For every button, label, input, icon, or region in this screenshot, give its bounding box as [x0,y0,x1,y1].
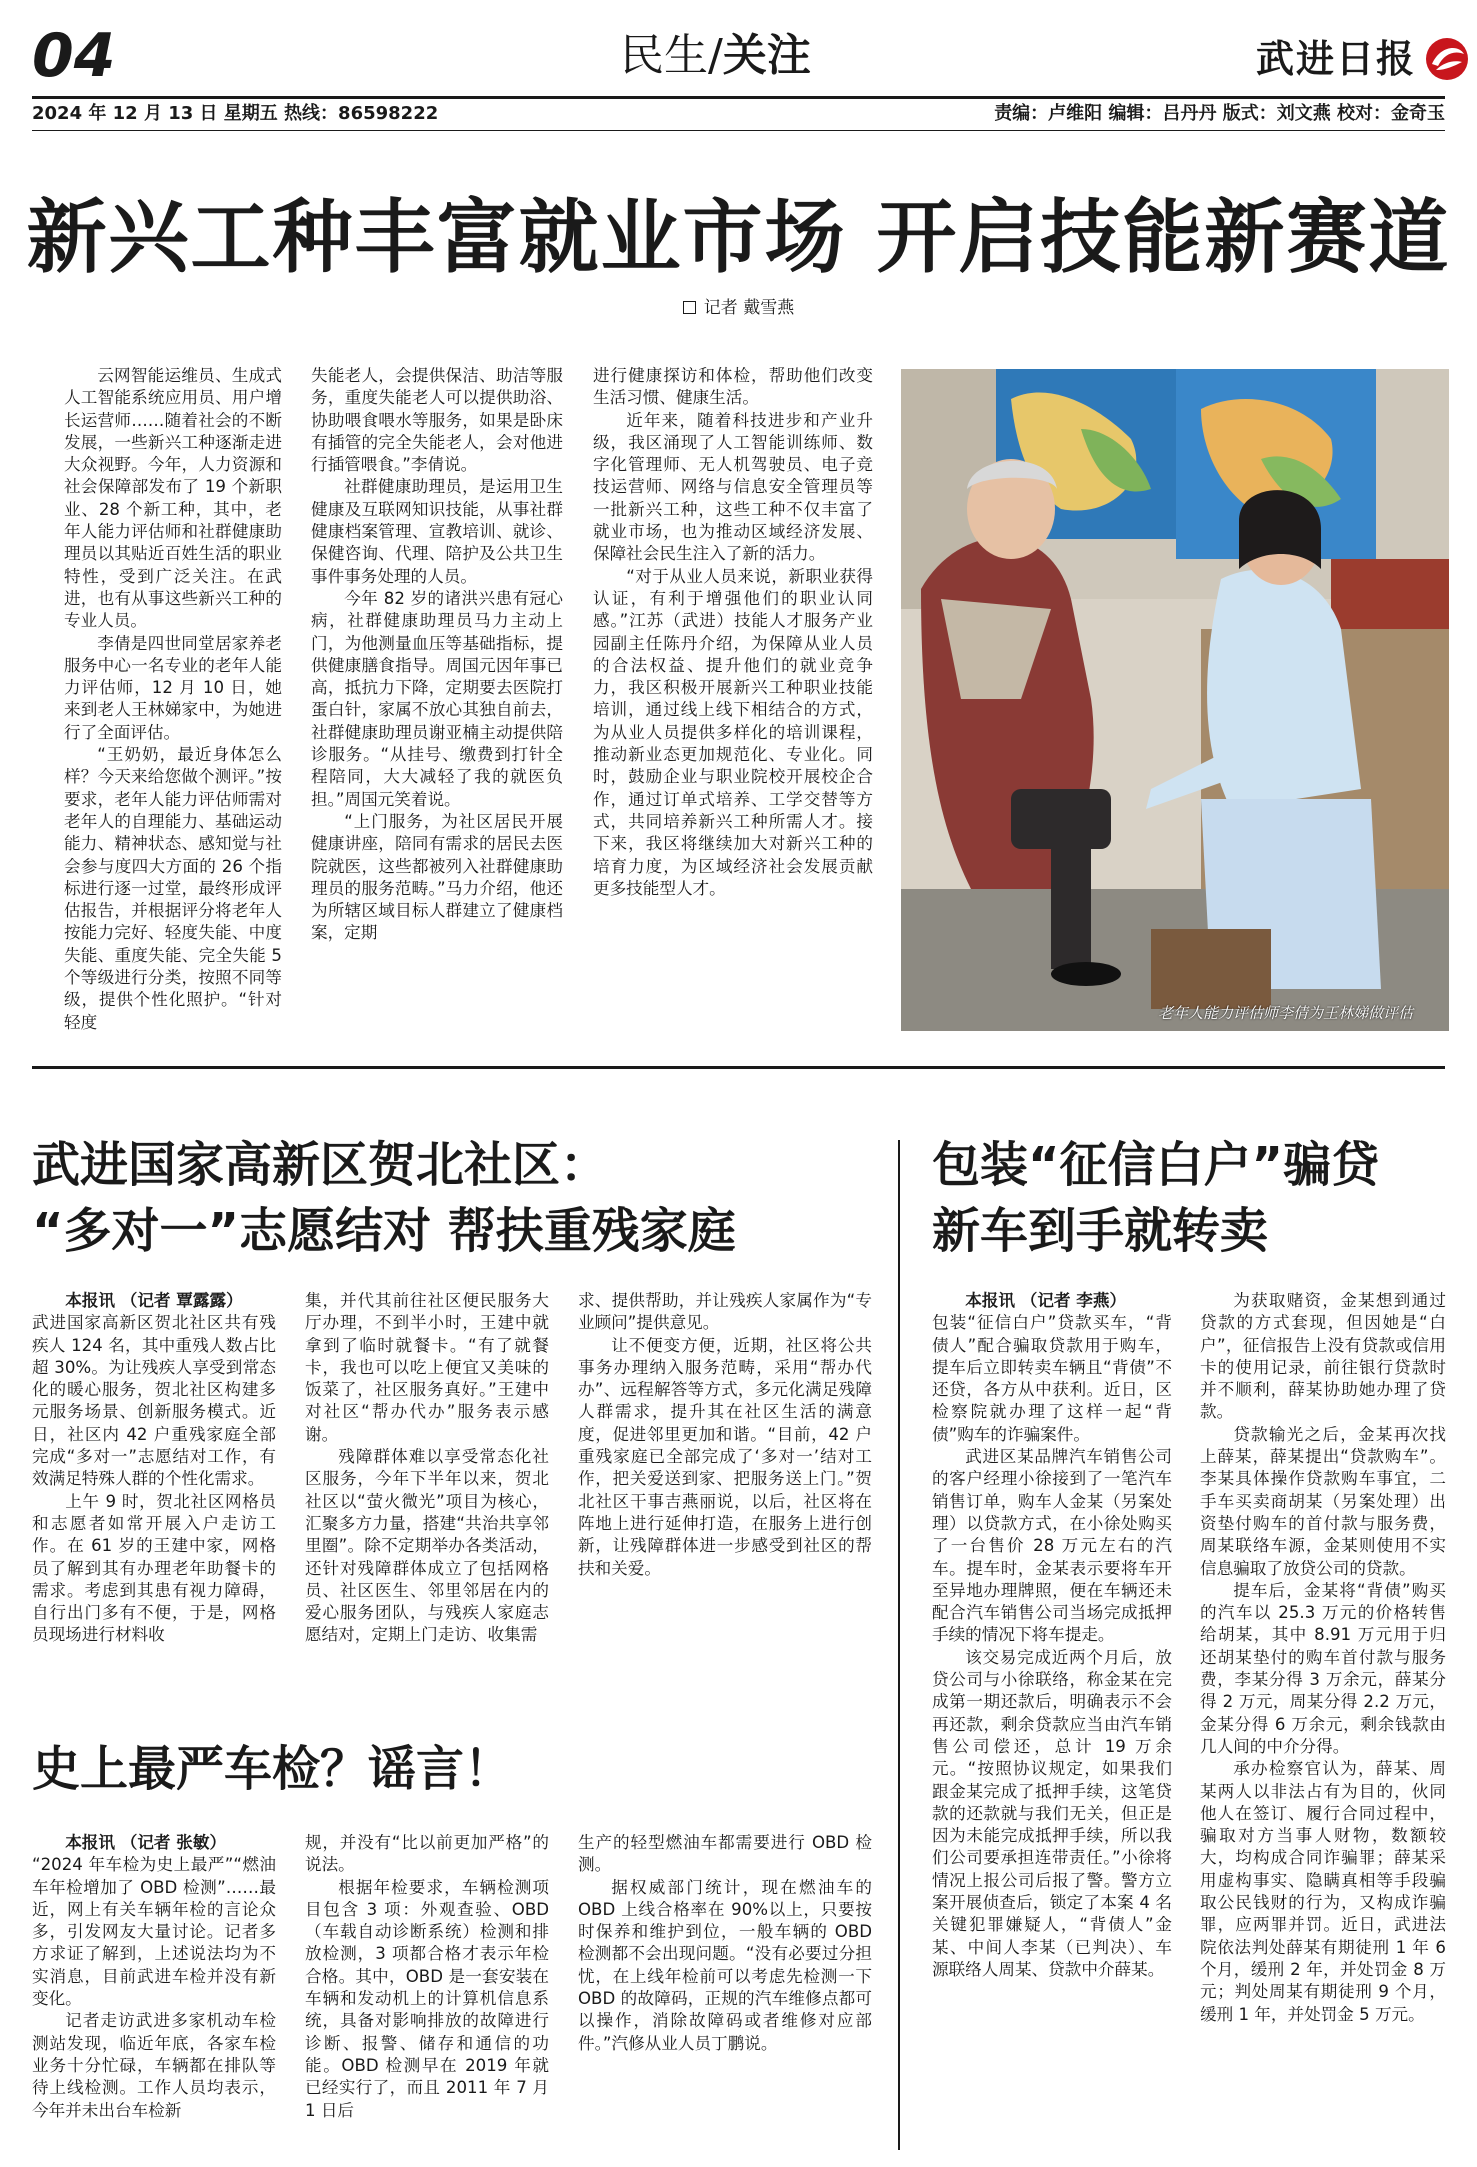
section-divider [32,1066,1445,1069]
section-subname: 关注 [722,30,811,81]
paper-name: 武进日报 [1256,36,1417,81]
paragraph: “对于从业人员来说，新职业获得认证，有利于增强他们的职业认同感。”江苏（武进）技能人才服务产业园副主任陈丹介绍，为保障从业人员的合法权益、提升他们的就业竞争力，我区积极开展新兴工种职业技能培训，通过线上线下相结合的方式，为从业人员提供多样化的培训课程，推动新业态更加规范化、专业化。同时，鼓励企业与职业院校开展校企合作，通过订单式培养、工学交替等方式，共同培养新兴工种所需人才。接下来，我区将继续加大对新兴工种的培育力度，为区域经济社会发展贡献更多技能型人才。 [593,566,873,898]
paragraph: 规，并没有“比以前更加严格”的说法。 [305,1833,549,1875]
article3-headline: 史上最严车检？谣言！ [32,1741,513,1797]
paragraph: 据权威部门统计，现在燃油车的 OBD 上线合格率在 90%以上，只要按时保养和维护到位，一般车辆的 OBD 检测都不会出现问题。“没有必要过分担忧，在上线年检前可以考虑先检测一下 OBD 的故障码，正规的汽车维修点都可以操作，消除故障码或者维修对应部件。”汽修从业人员丁鹏说。 [578,1877,872,2053]
section-name: 民生/ [620,30,723,81]
lead-column-2 [311,365,563,945]
paragraph: 李倩是四世同堂居家养老服务中心一名专业的老年人能力评估师，12 月 10 日，她来到老人王林娣家中，为她进行了全面评估。 [64,633,282,742]
paragraph: 记者走访武进多家机动车检测站发现，临近年底，各家车检业务十分忙碌，车辆都在排队等待上线检测。工作人员均表示，今年并未出台车检新 [32,2011,276,2120]
lead-byline [0,296,1477,320]
paragraph: “王奶奶，最近身体怎么样？今天来给您做个测评。”按要求，老年人能力评估师需对老年人的自理能力、基础运动能力、精神状态、感知觉与社会参与度四大方面的 26 个指标进行逐一过堂，最终形成评估报告，并根据评分将老年人按能力完好、轻度失能、中度失能、重度失能、完全失能 5 个等级进行分类，按照不同等级，提供个性化照护。“针对轻度 [64,745,282,1032]
lead-headline: 新兴工种丰富就业市场 开启技能新赛道 [26,191,1451,284]
article4-headline-line2: 新车到手就转卖 [932,1203,1269,1259]
assessment-photo-illustration [901,369,1449,1031]
paragraph: 承办检察官认为，薛某、周某两人以非法占有为目的，伙同他人在签订、履行合同过程中，骗取对方当事人财物，数额较大，均构成合同诈骗罪；薛某采用虚构事实、隐瞒真相等手段骗取公民钱财的行为，又构成诈骗罪，应两罪并罚。近日，武进法院依法判处薛某有期徒刑 1 年 6 个月，缓刑 2 年，并处罚金 8 万元；判处周某有期徒刑 9 个月，缓刑 1 年，并处罚金 5 万元。 [1200,1759,1446,2024]
paragraph: 社群健康助理员，是运用卫生健康及互联网知识技能，从事社群健康档案管理、宣教培训、就诊、保健咨询、代理、陪护及公共卫生事件事务处理的人员。 [311,477,563,586]
paper-logo [1256,36,1470,82]
date-hotline: 2024 年 12 月 13 日 星期五 热线：86598222 [32,103,439,124]
section-title [620,28,811,84]
paragraph: 云网智能运维员、生成式人工智能系统应用员、用户增长运营师……随着社会的不断发展，一些新兴工种逐渐走进大众视野。今年，人力资源和社会保障部发布了 19 个新职业、28 个新工种，其中，老年人能力评估师和社群健康助理员以其贴近百姓生活的职业特性，受到广泛关注。在武进，也有从事这些新兴工种的专业人员。 [64,366,282,631]
paragraph: 集，并代其前往社区便民服务大厅办理，不到半小时，王建中就拿到了临时就餐卡。“有了就餐卡，我也可以吃上便宜又美味的饭菜了，社区服务真好。”王建中对社区“帮办代办”服务表示感谢。 [305,1291,549,1444]
paragraph: 包装“征信白户”贷款买车，“背债人”配合骗取贷款用于购车，提车后立即转卖车辆且“背债”不还贷，各方从中获利。近日，区检察院就办理了这样一起“背债”购车的诈骗案件。 [932,1313,1172,1444]
paragraph: 残障群体难以享受常态化社区服务，今年下半年以来，贺北社区以“萤火微光”项目为核心，汇聚多方力量，搭建“共治共享邻里圈”。除不定期举办各类活动，还针对残障群体成立了包括网格员、社区医生、邻里邻居在内的爱心服务团队，与残疾人家庭志愿结对，定期上门走访、收集需 [305,1447,549,1645]
article3-lead: 本报讯 （记者 张敏） [65,1833,227,1852]
paragraph: 武进区某品牌汽车销售公司的客户经理小徐接到了一笔汽车销售订单，购车人金某（另案处理）以贷款方式，在小徐处购买了一台售价 28 万元左右的汽车。提车时，金某表示要将车开至异地办理牌照，便在车辆还未配合汽车销售公司当场完成抵押手续的情况下将车提走。 [932,1447,1172,1645]
paragraph: 求、提供帮助，并让残疾人家属作为“专业顾问”提供意见。 [578,1291,872,1333]
paragraph: 提车后，金某将“背债”购买的汽车以 25.3 万元的价格转售给胡某，其中 8.91 万元用于归还胡某垫付的购车首付款与服务费，李某分得 3 万余元，薛某分得 2 万元，周某分得 2.2 万元，金某分得 6 万余元，剩余钱款由几人间的中介分得。 [1200,1580,1446,1756]
paragraph: 该交易完成近两个月后，放贷公司与小徐联络，称金某在完成第一期还款后，明确表示不会再还款，剩余贷款应当由汽车销售公司偿还，总计 19 万余元。“按照协议规定，如果我们跟金某完成了抵押手续，这笔贷款的还款就与我们无关，但正是因为未能完成抵押手续，所以我们公司要承担连带责任。”小徐将情况上报公司后报了警。警方立案开展侦查后，锁定了本案 4 名关键犯罪嫌疑人，“背债人”金某、中间人李某（已判决）、车源联络人周某、贷款中介薛某。 [932,1647,1172,1979]
article4-lead: 本报讯 （记者 李燕） [965,1291,1127,1310]
editor-credits: 责编：卢维阳 编辑：吕丹丹 版式：刘文燕 校对：金奇玉 [994,103,1445,124]
lead-column-3 [593,365,873,900]
lead-column-1 [64,365,282,1034]
article2-column-2 [305,1290,549,1647]
header-rule-thin [32,130,1445,131]
article3-column-1 [32,1832,276,2122]
article2-headline-line1: 武进国家高新区贺北社区： [32,1137,609,1193]
photo-caption: 老年人能力评估师李倩为王林娣做评估 [1157,1004,1413,1022]
paragraph: 让不便变方便，近期，社区将公共事务办理纳入服务范畴，采用“帮办代办”、远程解答等方式，多元化满足残障人群需求，提升其在社区生活的满意度，促进邻里更加和谐。“目前，42 户重残家庭已全部完成了‘多对一’结对工作，把关爱送到家、把服务送上门。”贺北社区干事吉燕丽说，以后，社区将在阵地上进行延伸打造，在服务上进行创新，让残障群体进一步感受到社区的帮扶和关爱。 [578,1335,872,1578]
paragraph: 武进国家高新区贺北社区共有残疾人 124 名，其中重残人数占比超 30%。为让残疾人享受到常态化的暖心服务，贺北社区构建多元服务场景、创新服务模式。近日，社区内 42 户重残家庭全部完成“多对一”志愿结对工作，有效满足特殊人群的个性化需求。 [32,1313,276,1489]
article2-headline-line2: “多对一”志愿结对 帮扶重残家庭 [32,1203,736,1259]
byline-box-icon [683,301,696,314]
paragraph: 近年来，随着科技进步和产业升级，我区涌现了人工智能训练师、数字化管理师、无人机驾驶员、电子竞技运营师、网络与信息安全管理员等一批新兴工种，这些工种不仅丰富了就业市场，也为推动区域经济发展、保障社会民生注入了新的活力。 [593,410,873,564]
article3-column-3 [578,1832,872,2055]
logo-emblem-icon [1424,36,1470,82]
page-number: 04 [32,21,116,91]
paragraph: 生产的轻型燃油车都需要进行 OBD 检测。 [578,1833,872,1875]
paragraph: 失能老人，会提供保洁、助洁等服务，重度失能老人可以提供助浴、协助喂食喂水等服务，如果是卧床有插管的完全失能老人，会对他进行插管喂食。”李倩说。 [311,366,563,475]
lead-photo [901,369,1449,1031]
paragraph: 上午 9 时，贺北社区网格员和志愿者如常开展入户走访工作。在 61 岁的王建中家，网格员了解到其有办理老年助餐卡的需求。考虑到其患有视力障碍，自行出门多有不便，于是，网格员现场进行材料收 [32,1491,276,1645]
paragraph: 贷款输光之后，金某再次找上薛某，薛某提出“贷款购车”。李某具体操作贷款购车事宜，二手车买卖商胡某（另案处理）出资垫付购车的首付款与服务费，周某联络车源，金某则使用不实信息骗取了放贷公司的贷款。 [1200,1424,1446,1578]
column-divider [898,1140,900,2150]
article2-column-3 [578,1290,872,1580]
paragraph: 进行健康探访和体检，帮助他们改变生活习惯、健康生活。 [593,366,873,408]
paragraph: “上门服务，为社区居民开展健康讲座，陪同有需求的居民去医院就医，这些都被列入社群健康助理员的服务范畴。”马力介绍，他还为所辖区域目标人群建立了健康档案，定期 [311,811,563,943]
article2-lead: 本报讯 （记者 覃露露） [65,1291,243,1310]
paragraph: 为获取赌资，金某想到通过贷款的方式套现，但因她是“白户”，征信报告上没有贷款或信用卡的使用记录，前往银行贷款时并不顺利，薛某协助她办理了贷款。 [1200,1291,1446,1422]
article4-headline-line1: 包装“征信白户”骗贷 [932,1137,1380,1193]
header-rule [32,96,1445,99]
paragraph: 今年 82 岁的诸洪兴患有冠心病，社群健康助理员马力主动上门，为他测量血压等基础指标，提供健康膳食指导。周国元因年事已高，抵抗力下降，定期要去医院打蛋白针，家属不放心其独自前去，社群健康助理员谢亚楠主动提供陪诊服务。“从挂号、缴费到打针全程陪同，大大减轻了我的就医负担。”周国元笑着说。 [311,588,563,809]
paragraph: 根据年检要求，车辆检测项目包含 3 项：外观查验、OBD（车载自动诊断系统）检测和排放检测，3 项都合格才表示年检合格。其中，OBD 是一套安装在车辆和发动机上的计算机信息系统，具备对影响排放的故障进行诊断、报警、储存和通信的功能。OBD 检测早在 2019 年就已经实行了，而且 2011 年 7 月 1 日后 [305,1877,549,2120]
article4-column-2 [1200,1290,1446,2026]
byline-text: 记者 戴雪燕 [703,298,795,318]
article4-column-1 [932,1290,1172,1981]
article3-column-2 [305,1832,549,2122]
paragraph: “2024 年车检为史上最严”“燃油车年检增加了 OBD 检测”……最近，网上有关车辆年检的言论众多，引发网友大量讨论。记者多方求证了解到，上述说法均为不实消息，目前武进车检并没有新变化。 [32,1855,276,2009]
article2-column-1 [32,1290,276,1647]
